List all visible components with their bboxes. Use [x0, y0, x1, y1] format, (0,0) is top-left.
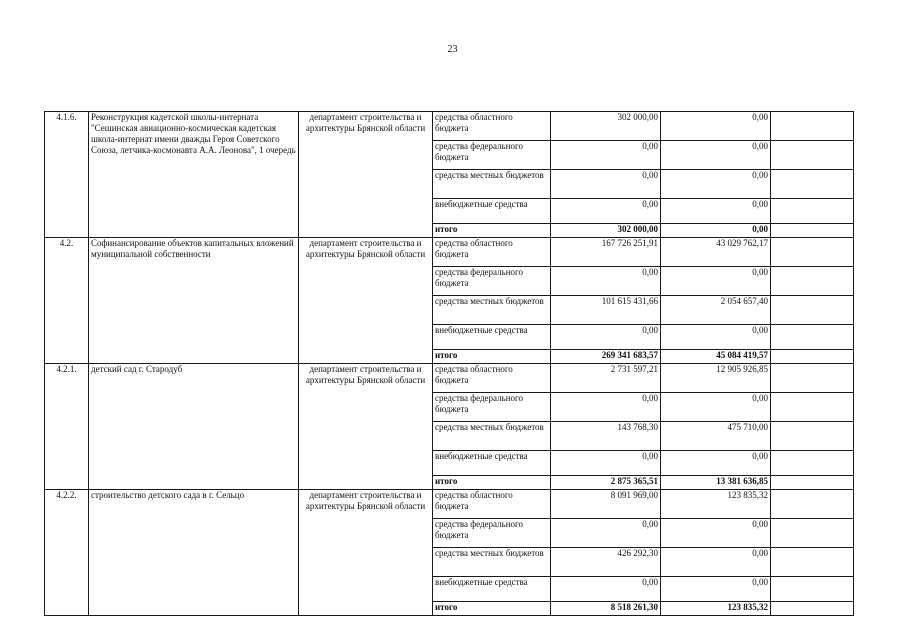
empty-cell	[771, 141, 854, 170]
item-code: 4.2.	[45, 238, 89, 364]
amount-col-2: 123 835,32	[661, 490, 771, 519]
empty-cell	[771, 238, 854, 267]
empty-cell	[771, 451, 854, 476]
empty-cell	[771, 170, 854, 199]
empty-cell	[771, 422, 854, 451]
amount-col-2: 0,00	[661, 267, 771, 296]
budget-table	[44, 111, 854, 616]
funding-source: внебюджетные средства	[433, 451, 551, 476]
empty-cell	[771, 577, 854, 602]
funding-source: средства федерального бюджета	[433, 519, 551, 548]
item-executor: департамент строительства и архитектуры Брянской области	[299, 112, 433, 238]
amount-col-2: 0,00	[661, 170, 771, 199]
empty-cell	[771, 267, 854, 296]
amount-col-2: 0,00	[661, 199, 771, 224]
empty-cell	[771, 199, 854, 224]
funding-source: средства федерального бюджета	[433, 267, 551, 296]
total-label: итого	[433, 602, 551, 616]
amount-col-1: 8 091 969,00	[551, 490, 661, 519]
amount-col-2: 0,00	[661, 112, 771, 141]
funding-source: средства областного бюджета	[433, 490, 551, 519]
funding-source: внебюджетные средства	[433, 577, 551, 602]
funding-source: средства федерального бюджета	[433, 141, 551, 170]
funding-source: средства федерального бюджета	[433, 393, 551, 422]
item-executor: департамент строительства и архитектуры Брянской области	[299, 490, 433, 616]
amount-col-2: 0,00	[661, 224, 771, 238]
amount-col-1: 0,00	[551, 170, 661, 199]
amount-col-2: 13 381 636,85	[661, 476, 771, 490]
total-label: итого	[433, 476, 551, 490]
amount-col-1: 2 731 597,21	[551, 364, 661, 393]
item-name: Реконструкция кадетской школы-интерната "Сешинская авиационно-космическая кадетская школа-интернат имени дважды Героя Советского Союза, летчика-космонавта А.А. Леонова", 1 очередь	[89, 112, 299, 238]
amount-col-2: 12 905 926,85	[661, 364, 771, 393]
empty-cell	[771, 112, 854, 141]
funding-source: внебюджетные средства	[433, 325, 551, 350]
item-code: 4.2.2.	[45, 490, 89, 616]
item-code: 4.2.1.	[45, 364, 89, 490]
empty-cell	[771, 296, 854, 325]
empty-cell	[771, 224, 854, 238]
amount-col-2: 0,00	[661, 141, 771, 170]
total-label: итого	[433, 224, 551, 238]
amount-col-2: 0,00	[661, 393, 771, 422]
amount-col-1: 0,00	[551, 267, 661, 296]
empty-cell	[771, 548, 854, 577]
item-executor: департамент строительства и архитектуры Брянской области	[299, 238, 433, 364]
amount-col-2: 0,00	[661, 325, 771, 350]
amount-col-1: 8 518 261,30	[551, 602, 661, 616]
amount-col-1: 302 000,00	[551, 224, 661, 238]
amount-col-1: 0,00	[551, 577, 661, 602]
amount-col-1: 0,00	[551, 519, 661, 548]
page-number: 23	[447, 44, 458, 55]
funding-source: средства местных бюджетов	[433, 296, 551, 325]
empty-cell	[771, 519, 854, 548]
funding-source: внебюджетные средства	[433, 199, 551, 224]
funding-source: средства местных бюджетов	[433, 422, 551, 451]
empty-cell	[771, 364, 854, 393]
item-name: детский сад г. Стародуб	[89, 364, 299, 490]
item-name: строительство детского сада в г. Сельцо	[89, 490, 299, 616]
amount-col-1: 0,00	[551, 393, 661, 422]
amount-col-1: 426 292,30	[551, 548, 661, 577]
amount-col-2: 2 054 657,40	[661, 296, 771, 325]
funding-row	[45, 112, 854, 141]
amount-col-1: 0,00	[551, 325, 661, 350]
funding-source: средства областного бюджета	[433, 238, 551, 267]
empty-cell	[771, 476, 854, 490]
funding-source: средства местных бюджетов	[433, 548, 551, 577]
amount-col-1: 0,00	[551, 141, 661, 170]
empty-cell	[771, 325, 854, 350]
amount-col-1: 2 875 365,51	[551, 476, 661, 490]
funding-row	[45, 238, 854, 267]
funding-source: средства местных бюджетов	[433, 170, 551, 199]
item-executor: департамент строительства и архитектуры Брянской области	[299, 364, 433, 490]
amount-col-2: 0,00	[661, 451, 771, 476]
amount-col-2: 475 710,00	[661, 422, 771, 451]
amount-col-2: 45 084 419,57	[661, 350, 771, 364]
total-label: итого	[433, 350, 551, 364]
item-name: Софинансирование объектов капитальных вложений муниципальной собственности	[89, 238, 299, 364]
amount-col-2: 43 029 762,17	[661, 238, 771, 267]
amount-col-2: 0,00	[661, 519, 771, 548]
amount-col-1: 167 726 251,91	[551, 238, 661, 267]
funding-source: средства областного бюджета	[433, 112, 551, 141]
funding-source: средства областного бюджета	[433, 364, 551, 393]
amount-col-1: 0,00	[551, 451, 661, 476]
amount-col-1: 101 615 431,66	[551, 296, 661, 325]
amount-col-1: 302 000,00	[551, 112, 661, 141]
item-code: 4.1.6.	[45, 112, 89, 238]
amount-col-1: 143 768,30	[551, 422, 661, 451]
amount-col-2: 0,00	[661, 548, 771, 577]
amount-col-1: 0,00	[551, 199, 661, 224]
empty-cell	[771, 490, 854, 519]
empty-cell	[771, 393, 854, 422]
amount-col-1: 269 341 683,57	[551, 350, 661, 364]
empty-cell	[771, 602, 854, 616]
funding-row	[45, 364, 854, 393]
amount-col-2: 0,00	[661, 577, 771, 602]
empty-cell	[771, 350, 854, 364]
amount-col-2: 123 835,32	[661, 602, 771, 616]
funding-row	[45, 490, 854, 519]
